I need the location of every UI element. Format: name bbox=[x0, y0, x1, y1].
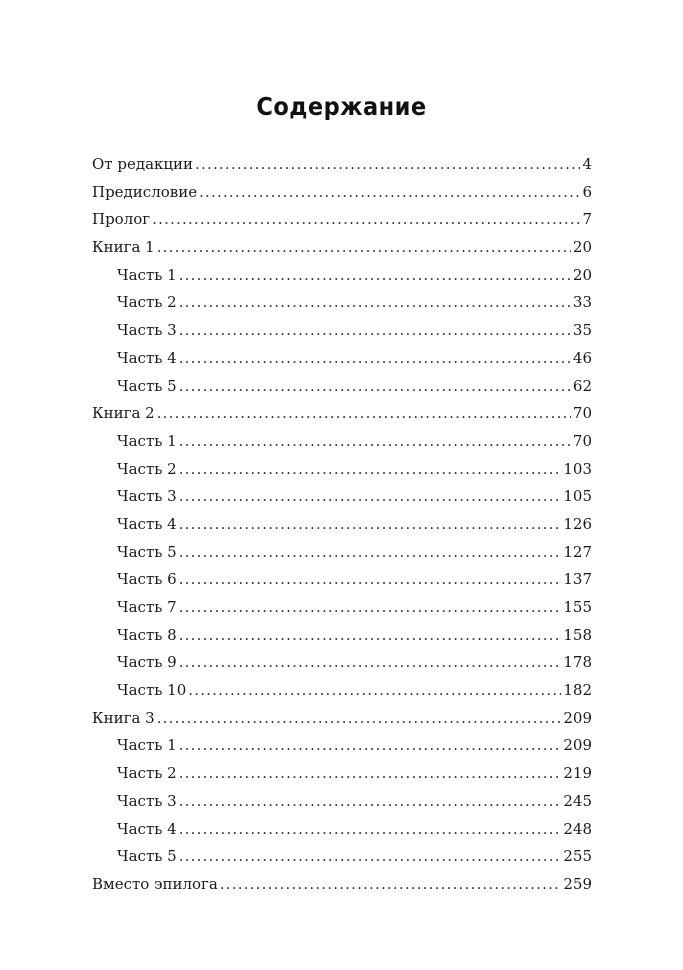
toc-entry-page-number: 245 bbox=[563, 791, 592, 810]
toc-entry bbox=[92, 705, 592, 733]
toc-entry-label: Часть 8 bbox=[117, 625, 177, 644]
toc-entry-label: Часть 6 bbox=[117, 570, 177, 589]
toc-entry bbox=[92, 871, 592, 899]
dot-leader bbox=[188, 677, 561, 705]
toc-entry-page-number: 46 bbox=[572, 348, 592, 367]
toc-entry-page-number: 137 bbox=[563, 570, 592, 589]
dot-leader bbox=[157, 400, 571, 428]
toc-entry-page-number: 259 bbox=[563, 874, 592, 893]
toc-entry-label: Часть 5 bbox=[117, 542, 177, 561]
dot-leader bbox=[179, 345, 571, 373]
dot-leader bbox=[179, 511, 562, 539]
toc-entry-label: Часть 9 bbox=[117, 653, 177, 672]
toc-entry-page-number: 158 bbox=[563, 625, 592, 644]
toc-entry bbox=[92, 594, 592, 622]
toc-entry-label: Часть 7 bbox=[117, 598, 177, 616]
toc-entry-label: Книга 2 bbox=[92, 404, 155, 423]
dot-leader bbox=[179, 289, 571, 317]
toc-entry-page-number: 248 bbox=[563, 819, 592, 838]
toc-entry bbox=[92, 373, 592, 401]
dot-leader bbox=[179, 483, 562, 511]
toc-entry-label: Часть 1 bbox=[117, 431, 177, 450]
toc-entry bbox=[92, 788, 592, 816]
toc-entry bbox=[92, 206, 592, 234]
dot-leader bbox=[179, 539, 562, 567]
toc-entry bbox=[92, 179, 592, 207]
toc-entry bbox=[92, 843, 592, 871]
toc-entry bbox=[92, 428, 592, 456]
dot-leader bbox=[199, 179, 580, 207]
table-of-contents bbox=[92, 151, 592, 899]
toc-entry-label: Часть 3 bbox=[117, 321, 177, 340]
toc-entry-page-number: 126 bbox=[563, 514, 592, 533]
toc-entry-label: Часть 1 bbox=[117, 736, 177, 755]
dot-leader bbox=[179, 788, 562, 816]
toc-entry bbox=[92, 816, 592, 844]
toc-entry bbox=[92, 511, 592, 539]
toc-entry-page-number: 70 bbox=[572, 404, 592, 423]
toc-entry-page-number: 182 bbox=[563, 681, 592, 700]
toc-entry-label: Часть 5 bbox=[117, 847, 177, 866]
toc-entry-label: Часть 5 bbox=[117, 376, 177, 395]
dot-leader bbox=[179, 456, 562, 484]
toc-entry-label: Часть 10 bbox=[117, 681, 187, 700]
toc-entry-label: От редакции bbox=[92, 155, 194, 173]
page-title: Содержание bbox=[256, 92, 427, 121]
dot-leader bbox=[179, 816, 562, 844]
dot-leader bbox=[179, 649, 562, 677]
toc-entry bbox=[92, 345, 592, 373]
toc-entry bbox=[92, 622, 592, 650]
toc-entry bbox=[92, 289, 592, 317]
toc-entry-label: Часть 2 bbox=[117, 764, 177, 783]
dot-leader bbox=[179, 594, 562, 622]
dot-leader bbox=[179, 760, 562, 788]
toc-entry-page-number: 20 bbox=[572, 238, 592, 257]
toc-entry-page-number: 255 bbox=[563, 847, 592, 866]
toc-entry-label: Предисловие bbox=[92, 182, 198, 201]
dot-leader bbox=[157, 234, 571, 262]
toc-entry bbox=[92, 151, 592, 179]
toc-entry-label: Часть 4 bbox=[117, 514, 177, 533]
toc-entry bbox=[92, 400, 592, 428]
toc-entry bbox=[92, 566, 592, 594]
toc-entry-page-number: 7 bbox=[582, 210, 592, 229]
dot-leader bbox=[157, 705, 562, 733]
toc-entry-page-number: 62 bbox=[572, 376, 592, 395]
toc-entry-page-number: 209 bbox=[563, 708, 592, 727]
dot-leader bbox=[179, 622, 562, 650]
toc-entry-label: Часть 3 bbox=[117, 791, 177, 810]
dot-leader bbox=[179, 566, 562, 594]
toc-entry bbox=[92, 539, 592, 567]
toc-entry-label: Часть 2 bbox=[117, 293, 177, 312]
toc-entry bbox=[92, 649, 592, 677]
toc-entry-label: Часть 3 bbox=[117, 487, 177, 506]
toc-entry-label: Книга 1 bbox=[92, 238, 155, 257]
toc-entry-page-number: 103 bbox=[563, 459, 592, 478]
toc-entry-page-number: 4 bbox=[582, 155, 592, 173]
toc-entry-page-number: 209 bbox=[563, 736, 592, 755]
toc-entry-page-number: 155 bbox=[563, 598, 592, 616]
dot-leader bbox=[179, 843, 562, 871]
toc-entry bbox=[92, 677, 592, 705]
dot-leader bbox=[179, 732, 562, 760]
toc-entry-page-number: 127 bbox=[563, 542, 592, 561]
toc-entry-page-number: 20 bbox=[572, 265, 592, 284]
toc-entry-label: Часть 4 bbox=[117, 348, 177, 367]
toc-entry-page-number: 33 bbox=[572, 293, 592, 312]
toc-entry bbox=[92, 234, 592, 262]
toc-entry-label: Вместо эпилога bbox=[92, 874, 218, 893]
toc-entry bbox=[92, 483, 592, 511]
dot-leader bbox=[220, 871, 562, 899]
dot-leader bbox=[179, 428, 571, 456]
toc-entry bbox=[92, 456, 592, 484]
toc-entry-page-number: 70 bbox=[572, 431, 592, 450]
toc-entry-label: Часть 2 bbox=[117, 459, 177, 478]
toc-entry bbox=[92, 732, 592, 760]
toc-entry bbox=[92, 317, 592, 345]
toc-entry-page-number: 105 bbox=[563, 487, 592, 506]
dot-leader bbox=[179, 262, 571, 290]
dot-leader bbox=[179, 317, 571, 345]
toc-entry-label: Часть 4 bbox=[117, 819, 177, 838]
dot-leader bbox=[179, 373, 571, 401]
toc-entry bbox=[92, 262, 592, 290]
toc-entry bbox=[92, 760, 592, 788]
toc-entry-page-number: 178 bbox=[563, 653, 592, 672]
toc-entry-page-number: 219 bbox=[563, 764, 592, 783]
toc-entry-label: Пролог bbox=[92, 210, 151, 229]
dot-leader bbox=[152, 206, 580, 234]
dot-leader bbox=[195, 151, 580, 179]
toc-entry-page-number: 6 bbox=[582, 182, 592, 201]
toc-entry-label: Книга 3 bbox=[92, 708, 155, 727]
toc-entry-page-number: 35 bbox=[572, 321, 592, 340]
toc-entry-label: Часть 1 bbox=[117, 265, 177, 284]
